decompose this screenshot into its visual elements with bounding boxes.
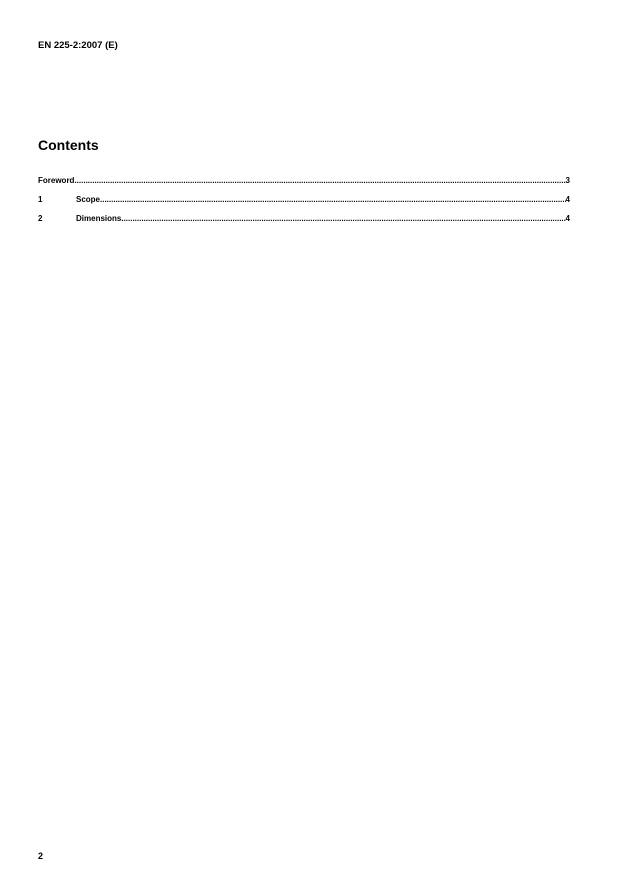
toc-entry-number: 1 [38, 195, 43, 204]
toc-entry-title: Scope [76, 195, 101, 204]
contents-heading: Contents [38, 137, 99, 153]
toc-dot-leader [100, 195, 566, 205]
toc-dot-leader [74, 176, 565, 186]
table-of-contents [38, 176, 570, 233]
toc-entry-number: 2 [38, 214, 43, 223]
toc-entry-page: 4 [565, 195, 570, 204]
toc-entry-dimensions[interactable] [38, 214, 570, 233]
toc-entry-foreword[interactable] [38, 176, 570, 195]
toc-entry-page: 3 [565, 176, 570, 185]
toc-entry-page: 4 [565, 214, 570, 223]
toc-entry-scope[interactable] [38, 195, 570, 214]
toc-dot-leader [121, 214, 565, 224]
document-header: EN 225-2:2007 (E) [38, 40, 118, 51]
toc-entry-title: Foreword [38, 176, 75, 185]
page-number: 2 [38, 851, 44, 861]
toc-entry-title: Dimensions [76, 214, 122, 223]
